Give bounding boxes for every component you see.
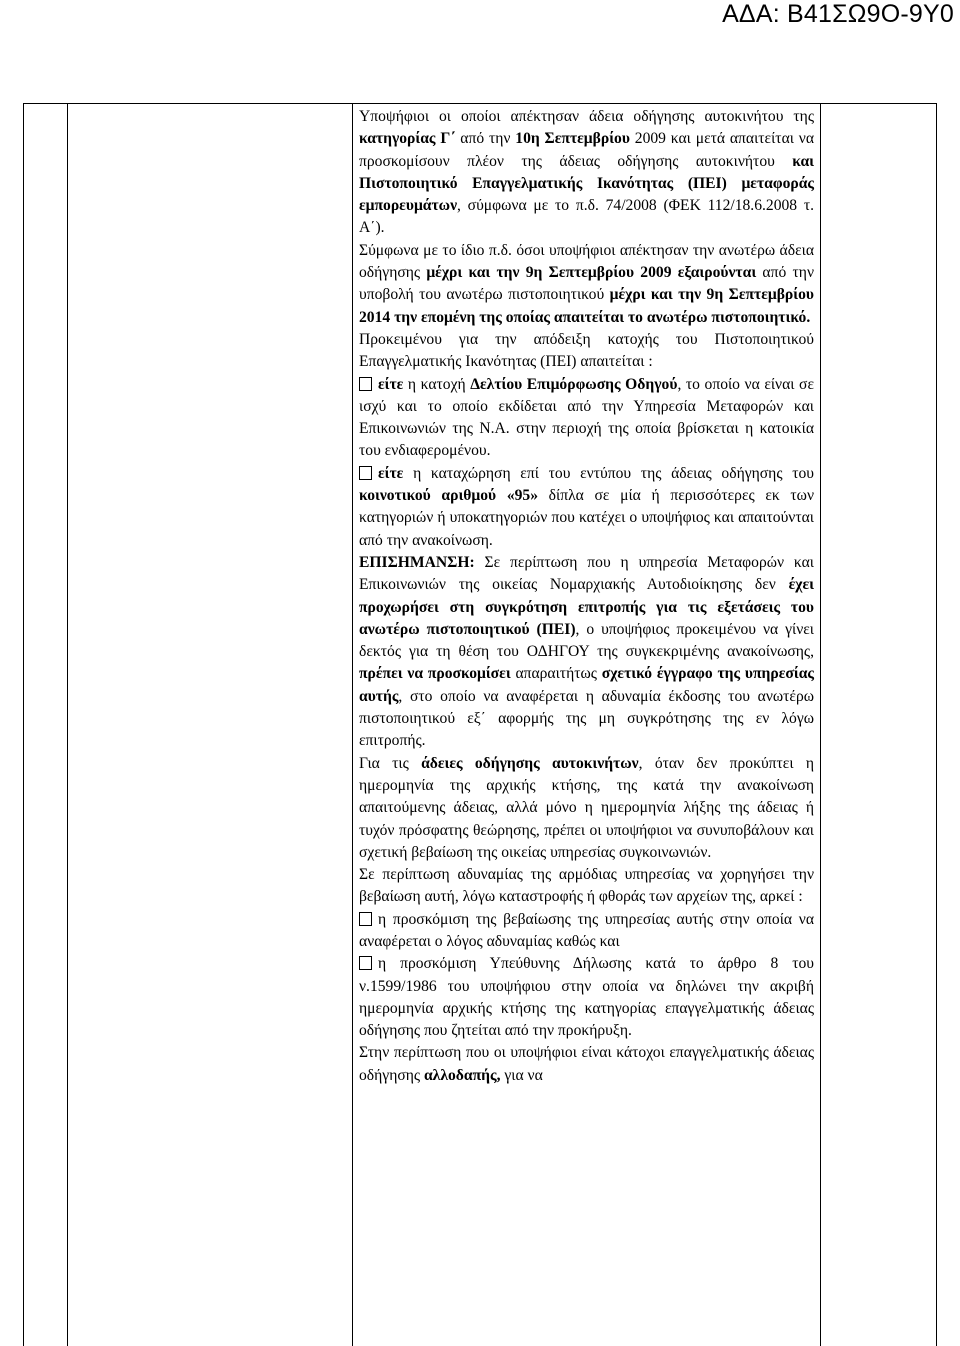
text: , στο οποίο να αναφέρεται η αδυναμία έκδοσης του ανωτέρω πιστοποιητικού εξ΄ αφορμής της μη συγκρότησης της εν λόγω επιτροπής. — [359, 687, 814, 750]
text-bold: ΕΠΙΣΗΜΑΝΣΗ: — [359, 553, 475, 571]
text-bold: κοινοτικού αριθμού «95» — [359, 487, 539, 505]
text: η καταχώρηση επί του εντύπου της άδειας οδήγησης του — [403, 464, 814, 482]
text: από την — [455, 130, 516, 148]
text-bold: πρέπει να προσκομίσει — [359, 665, 511, 683]
text-bold: και Πιστοποιητικό Επαγγελματικής Ικανότητας (ΠΕΙ) μεταφοράς εμπορευμάτων — [359, 152, 814, 215]
text: Για τις — [359, 754, 422, 772]
text-bold: 10η Σεπτεμβρίου — [515, 130, 630, 148]
text: Υποψήφιοι οι οποίοι απέκτησαν άδεια οδήγησης αυτοκινήτου της — [359, 108, 814, 125]
text-bold: άδειες οδήγησης αυτοκινήτων — [421, 754, 639, 772]
text-bold: σχετικό έγγραφο της υπηρεσίας αυτής — [359, 665, 814, 705]
text-bold: κατηγορίας Γ΄ — [359, 130, 456, 148]
paragraph-option-certificate — [359, 909, 814, 954]
text: δίπλα σε μία ή περισσότερες εκ των κατηγοριών ή υποκατηγοριών που κατέχει ο υποψήφιος και απαιτούνται από την ανακοίνωση. — [359, 487, 814, 549]
ada-header: ΑΔΑ: Β41ΣΩ9Ο-9Υ0 — [722, 0, 954, 28]
checkbox-bullet-icon — [359, 912, 372, 926]
paragraph-option-card — [359, 374, 814, 463]
text: , το οποίο να είναι σε ισχύ και το οποίο εκδίδεται από την Υπηρεσία Μεταφορών και Επικοινωνιών της Ν.Α. στην περιοχή της οποία βρίσκεται η κατοικία του ενδιαφερομένου. — [359, 375, 814, 460]
table-top-border — [23, 103, 936, 104]
requirements-cell — [359, 106, 814, 1087]
text: απαραιτήτως — [510, 665, 602, 683]
text: Στην περίπτωση που οι υποψήφιοι είναι κάτοχοι επαγγελματικής άδειας οδήγησης — [359, 1044, 814, 1084]
text-bold: είτε — [378, 464, 404, 482]
text: από την υποβολή του ανωτέρω πιστοποιητικού — [359, 264, 814, 304]
paragraph-exemption — [359, 240, 814, 329]
text-bold: είτε — [378, 375, 404, 393]
checkbox-bullet-icon — [359, 956, 372, 970]
text: , σύμφωνα με το π.δ. 74/2008 (ΦΕΚ 112/18.6.2008 τ. Α΄). — [359, 197, 814, 237]
text: η προσκόμιση της βεβαίωσης της υπηρεσίας αυτής στην οποία να αναφέρεται ο λόγος αδυναμίας καθώς και — [359, 910, 814, 950]
text: 2009 και μετά απαιτείται να προσκομίσουν πλέον της άδειας οδήγησης αυτοκινήτου — [359, 130, 814, 170]
paragraph-inability: Σε περίπτωση αδυναμίας της αρμόδιας υπηρεσίας να χορηγήσει την βεβαίωση αυτή, λόγω καταστροφής ή φθοράς των αρχείων της, αρκεί : — [359, 866, 814, 906]
table-divider-3 — [820, 103, 821, 1346]
text: Σύμφωνα με το ίδιο π.δ. όσοι υποψήφιοι απέκτησαν την ανωτέρω άδεια οδήγησης — [359, 241, 814, 282]
paragraph-car-licenses — [359, 753, 814, 864]
paragraph-foreign-license — [359, 1042, 814, 1087]
table-divider-2 — [352, 103, 353, 1346]
paragraph-proof-intro: Προκειμένου για την απόδειξη κατοχής του Πιστοποιητικού Επαγγελματικής Ικανότητας (ΠΕΙ) απαιτείται : — [359, 330, 814, 371]
text-bold: Δελτίου Επιμόρφωσης Οδηγού — [470, 375, 678, 393]
text: για να — [500, 1066, 543, 1084]
text: , ο υποψήφιος προκειμένου να γίνει δεκτός για τη θέση του ΟΔΗΓΟΥ της συγκεκριμένης ανακοίνωσης, — [359, 620, 814, 661]
checkbox-bullet-icon — [359, 377, 372, 391]
paragraph-option-declaration — [359, 953, 814, 1042]
text-bold: έχει προχωρήσει στη συγκρότηση επιτροπής για τις εξετάσεις του ανωτέρω πιστοποιητικού (ΠΕΙ) — [359, 576, 814, 638]
text-bold: μέχρι και την 9η Σεπτεμβρίου 2014 την επομένη της οποίας απαιτείται το ανωτέρω πιστοποιητικό. — [359, 286, 814, 326]
table-divider-1 — [67, 103, 68, 1346]
paragraph-option-code95 — [359, 463, 814, 552]
text: Σε περίπτωση που η υπηρεσία Μεταφορών και Επικοινωνιών της οικείας Νομαρχιακής Αυτοδιοίκησης δεν — [359, 553, 814, 594]
text-bold: αλλοδαπής, — [423, 1066, 501, 1084]
text: η κατοχή — [403, 375, 471, 393]
paragraph-category-c — [359, 106, 814, 240]
text-bold: μέχρι και την 9η Σεπτεμβρίου 2009 εξαιρούνται — [426, 264, 757, 282]
table-border-right — [936, 103, 937, 1346]
text: , όταν δεν προκύπτει η ημερομηνία της αρχικής κτήσης, της κατά την ανακοίνωση απαιτούμενης άδειας, αλλά μόνο η ημερομηνία λήξης της άδειας ή τυχόν πρόσφατης θεώρησης, πρέπει οι υποψήφιοι να συνυποβάλουν και σχετική βεβαίωση της οικείας υπηρεσίας συγκοινωνιών. — [359, 754, 814, 861]
paragraph-note — [359, 552, 814, 753]
checkbox-bullet-icon — [359, 466, 372, 480]
table-border-left — [23, 103, 24, 1346]
text: η προσκόμιση Υπεύθυνης Δήλωσης κατά το άρθρο 8 του ν.1599/1986 του υποψήφιου στην οποία να δηλώνει την ακριβή ημερομηνία αρχικής κτήσης της κατηγορίας επαγγελματικής άδειας οδήγησης που ζητείται από την προκήρυξη. — [359, 955, 814, 1040]
